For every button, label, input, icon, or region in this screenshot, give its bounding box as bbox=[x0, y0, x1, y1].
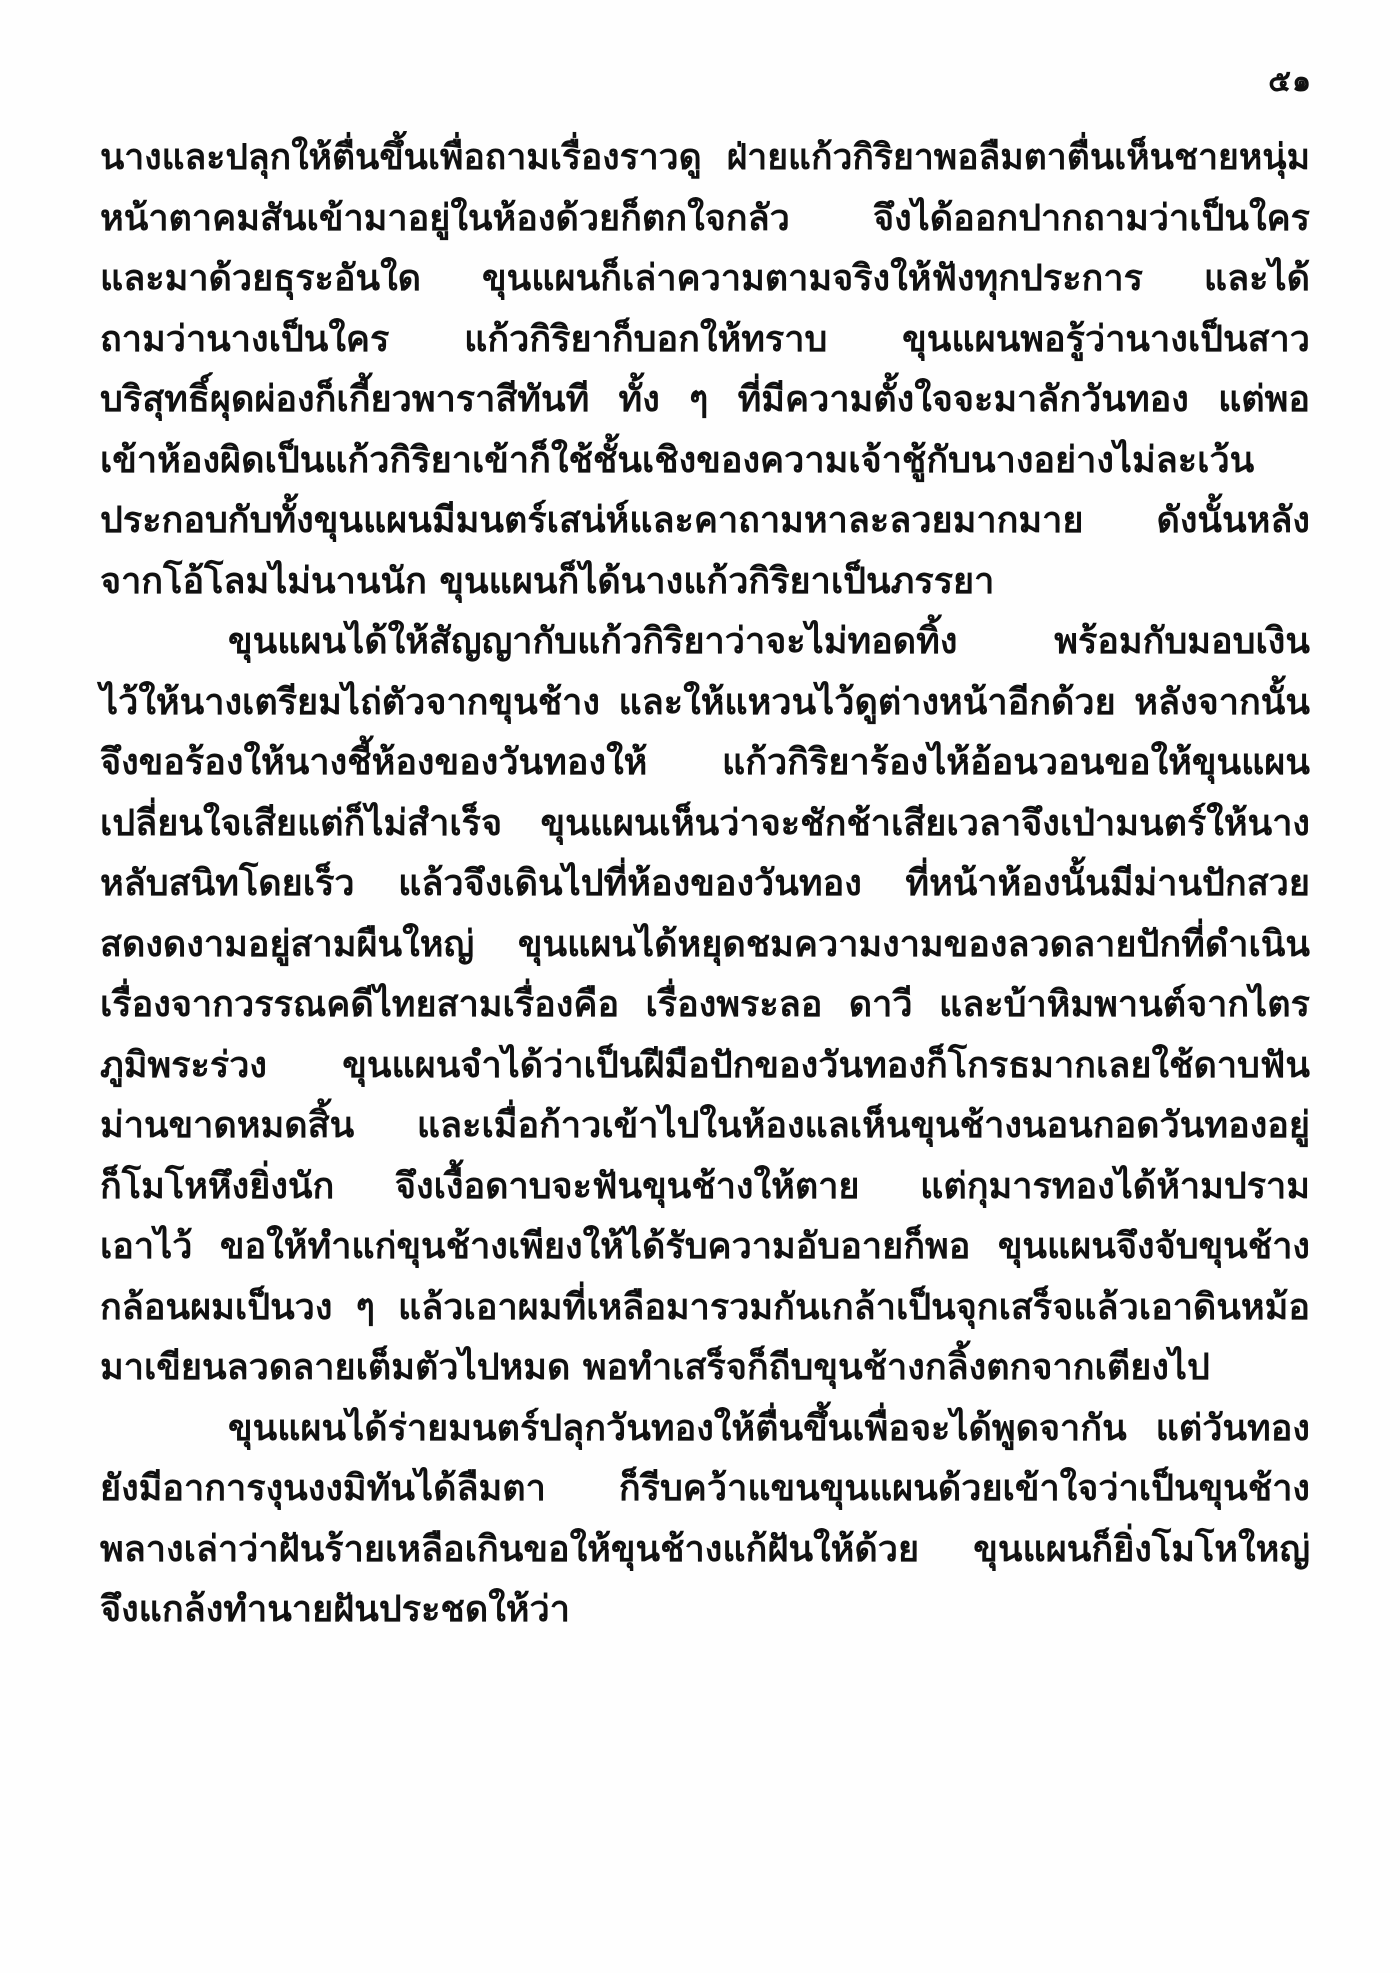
text-line: ไว้ให้นางเตรียมไถ่ตัวจากขุนช้าง และให้แหวนไว้ดูต่างหน้าอีกด้วย หลังจากนั้น bbox=[100, 681, 1310, 723]
text-line: เรื่องจากวรรณคดีไทยสามเรื่องคือ เรื่องพระลอ ดาวี และบ้าหิมพานต์จากไตร bbox=[100, 984, 1310, 1025]
text-line: ก็โมโหหึงยิ่งนัก จึงเงื้อดาบจะฟันขุนช้างให้ตาย แต่กุมารทองได้ห้ามปราม bbox=[100, 1165, 1310, 1207]
paragraph bbox=[100, 128, 1310, 612]
text-line: ถามว่านางเป็นใคร แก้วกิริยาก็บอกให้ทราบ ขุนแผนพอรู้ว่านางเป็นสาว bbox=[100, 318, 1310, 360]
paragraph bbox=[100, 612, 1310, 1399]
text-line: นางและปลุกให้ตื่นขึ้นเพื่อถามเรื่องราวดู ฝ่ายแก้วกิริยาพอลืมตาตื่นเห็นชายหนุ่ม bbox=[100, 137, 1310, 178]
text-line: และมาด้วยธุระอันใด ขุนแผนก็เล่าความตามจริงให้ฟังทุกประการ และได้ bbox=[100, 258, 1310, 299]
text-line: พลางเล่าว่าฝันร้ายเหลือเกินขอให้ขุนช้างแก้ฝันให้ด้วย ขุนแผนก็ยิ่งโมโหใหญ่ bbox=[100, 1528, 1310, 1570]
text-line: กล้อนผมเป็นวง ๆ แล้วเอาผมที่เหลือมารวมกันเกล้าเป็นจุกเสร็จแล้วเอาดินหม้อ bbox=[100, 1286, 1310, 1328]
text-line: ประกอบกับทั้งขุนแผนมีมนตร์เสน่ห์และคาถามหาละลวยมากมาย ดังนั้นหลัง bbox=[100, 500, 1310, 541]
text-line: หลับสนิทโดยเร็ว แล้วจึงเดินไปที่ห้องของวันทอง ที่หน้าห้องนั้นมีม่านปักสวย bbox=[100, 863, 1310, 904]
page-number: ๕๑ bbox=[1268, 64, 1312, 99]
text-line: สดงดงามอยู่สามผืนใหญ่ ขุนแผนได้หยุดชมความงามของลวดลายปักที่ดำเนิน bbox=[100, 923, 1310, 965]
text-line: ขุนแผนได้ร่ายมนตร์ปลุกวันทองให้ตื่นขึ้นเพื่อจะได้พูดจากัน แต่วันทอง bbox=[228, 1407, 1310, 1449]
text-line: เข้าห้องผิดเป็นแก้วกิริยาเข้าก็ใช้ชั้นเชิงของความเจ้าชู้กับนางอย่างไม่ละเว้น bbox=[100, 439, 1255, 481]
paragraph bbox=[100, 1399, 1310, 1641]
text-line: ภูมิพระร่วง ขุนแผนจำได้ว่าเป็นฝีมือปักของวันทองก็โกรธมากเลยใช้ดาบฟัน bbox=[100, 1044, 1310, 1086]
text-line: จึงขอร้องให้นางชี้ห้องของวันทองให้ แก้วกิริยาร้องไห้อ้อนวอนขอให้ขุนแผน bbox=[100, 742, 1310, 783]
text-line: จึงแกล้งทำนายฝันประชดให้ว่า bbox=[100, 1589, 570, 1630]
text-line: ยังมีอาการงุนงงมิทันได้ลืมตา ก็รีบคว้าแขนขุนแผนด้วยเข้าใจว่าเป็นขุนช้าง bbox=[100, 1468, 1310, 1509]
text-line: บริสุทธิ์ผุดผ่องก็เกี้ยวพาราสีทันที ทั้ง ๆ ที่มีความตั้งใจจะมาลักวันทอง แต่พอ bbox=[100, 379, 1310, 420]
text-line: ขุนแผนได้ให้สัญญากับแก้วกิริยาว่าจะไม่ทอดทิ้ง พร้อมกับมอบเงิน bbox=[228, 621, 1310, 662]
text-line: หน้าตาคมสันเข้ามาอยู่ในห้องด้วยก็ตกใจกลัว จึงได้ออกปากถามว่าเป็นใคร bbox=[100, 197, 1310, 239]
text-line: เปลี่ยนใจเสียแต่ก็ไม่สำเร็จ ขุนแผนเห็นว่าจะชักช้าเสียเวลาจึงเป่ามนตร์ให้นาง bbox=[100, 802, 1310, 844]
text-line: มาเขียนลวดลายเต็มตัวไปหมด พอทำเสร็จก็ถีบขุนช้างกลิ้งตกจากเตียงไป bbox=[100, 1347, 1210, 1388]
text-line: ม่านขาดหมดสิ้น และเมื่อก้าวเข้าไปในห้องแลเห็นขุนช้างนอนกอดวันทองอยู่ bbox=[100, 1105, 1310, 1146]
body-text bbox=[100, 128, 1310, 1641]
text-line: เอาไว้ ขอให้ทำแก่ขุนช้างเพียงให้ได้รับความอับอายก็พอ ขุนแผนจึงจับขุนช้าง bbox=[100, 1226, 1310, 1267]
text-line: จากโอ้โลมไม่นานนัก ขุนแผนก็ได้นางแก้วกิริยาเป็นภรรยา bbox=[100, 560, 995, 602]
